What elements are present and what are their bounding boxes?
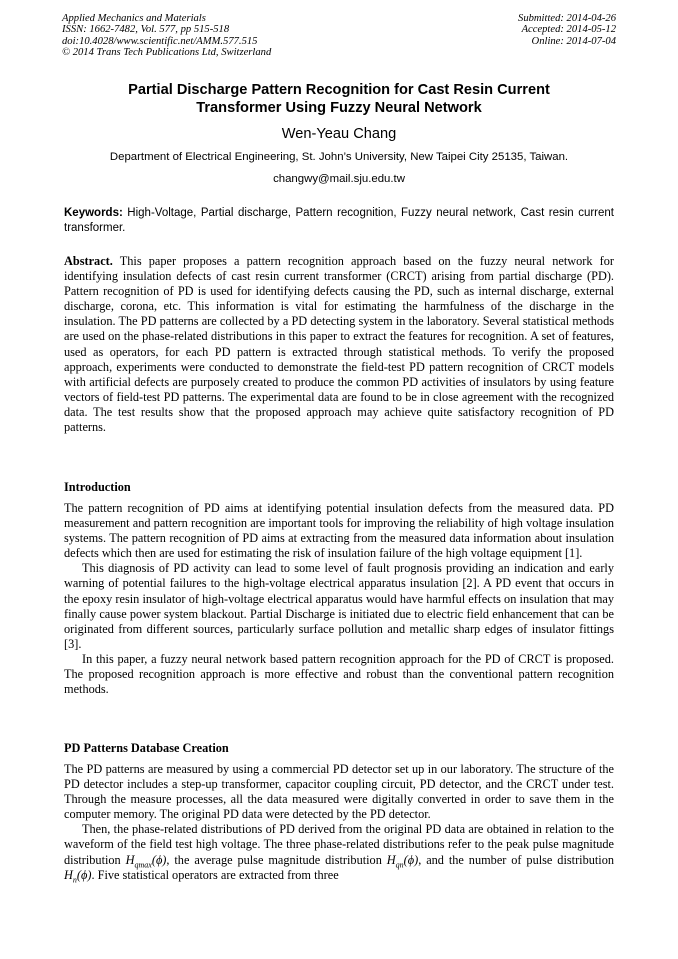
- keywords-label: Keywords:: [64, 207, 123, 219]
- copyright: © 2014 Trans Tech Publications Ltd, Switzerland: [62, 47, 272, 59]
- paragraph: This diagnosis of PD activity can lead to some level of fault prognosis providing an indication and early warning of potential failures to the high-voltage electrical apparatus insulation [2]. A PD event that occurs in the epoxy resin insulator of high-voltage electrical apparatus would have harmful effects on insulation that may finally cause power system blackout. Partial Discharge is initiated due to electric field enhancement that can be originated from different sources, particularly surface pollution and metallic sharp edges of insulator fittings [3].: [64, 561, 614, 651]
- journal-info: [62, 13, 271, 59]
- section-heading-database: PD Patterns Database Creation: [64, 741, 229, 755]
- online-date: Online: 2014-07-04: [531, 35, 616, 47]
- paragraph: The pattern recognition of PD aims at identifying potential insulation defects from the measured data. PD measurement and pattern recognition are important tools for improving the reliability of high voltage insulation systems. The pattern recognition of PD aims at extracting from the measured data information about insulation defects which then are used for estimating the risk of insulation failure of the high voltage equipment [1].: [64, 501, 614, 561]
- introduction-body: [64, 501, 614, 697]
- abstract-text: This paper proposes a pattern recognition approach based on the fuzzy neural network for identifying insulation defects of cast resin current transformer (CRCT) arising from partial discharge (PD). Pattern recognition of PD is used for identifying defects causing the PD, such as internal discharge, external discharge, corona, etc. This information is vital for estimating the harmfulness of the discharge in the insulation. The PD patterns are collected by a PD detecting system in the laboratory. Several statistical methods are used on the phase-related distributions in this paper to extract the features for recognition. A set of features, used as operators, for each PD pattern is extracted through statistical methods. To verify the proposed approach, experiments were conducted to demonstrate the field-test PD pattern recognition of CRCT models with artificial defects are purposely created to produce the common PD activities of insulators by using feature vectors of field-test PD patterns. The experimental data are found to be in close agreement with the recognized data. The test results show that the proposed approach may achieve quite satisfactory recognition of PD patterns.: [64, 254, 614, 435]
- publication-dates: [518, 13, 616, 47]
- journal-name: Applied Mechanics and Materials: [62, 13, 206, 24]
- paragraph: Then, the phase-related distributions of PD derived from the original PD data are obtained in relation to the waveform of the field test high voltage. The three phase-related distributions refer to the peak pulse magnitude distribution $H_{qmax}(\phi)$, the average pulse magnitude distribution $H_{qn}(\phi)$, and the number of pulse distribution $H_n(\phi)$. Five statistical operators are extracted from three: [64, 822, 615, 885]
- abstract: [64, 254, 614, 435]
- author-name: Wen-Yeau Chang: [281, 126, 397, 142]
- abstract-label: Abstract.: [64, 254, 113, 268]
- paragraph: In this paper, a fuzzy neural network based pattern recognition approach for the PD of CRCT is proposed. The proposed recognition approach is more effective and robust than the conventional pattern recognition methods.: [64, 651, 614, 697]
- paragraph: The PD patterns are measured by using a commercial PD detector set up in our laboratory. The structure of the PD detector includes a step-up transformer, capacitor coupling circuit, PD detector, and the CRCT under test. Through the measure processes, all the data measured were digitally converted in order to save them in the computer memory. The original PD data were detected by the PD detector.: [64, 762, 614, 822]
- database-body: [64, 762, 614, 883]
- keywords: [64, 206, 614, 235]
- author-email: changwy@mail.sju.edu.tw: [273, 173, 405, 185]
- doi: doi:10.4028/www.scientific.net/AMM.577.515: [62, 35, 258, 47]
- accepted-date: Accepted: 2014-05-12: [521, 24, 616, 36]
- submitted-date: Submitted: 2014-04-26: [518, 13, 616, 24]
- paper-title: Partial Discharge Pattern Recognition for Cast Resin Current Transformer Using Fuzzy Neural Network: [128, 82, 550, 116]
- section-heading-introduction: Introduction: [64, 480, 131, 494]
- keywords-text: High-Voltage, Partial discharge, Pattern recognition, Fuzzy neural network, Cast resin current transformer.: [64, 207, 614, 234]
- affiliation: Department of Electrical Engineering, St. John’s University, New Taipei City 25135, Taiwan.: [109, 151, 569, 163]
- issn: ISSN: 1662-7482, Vol. 577, pp 515-518: [62, 24, 230, 36]
